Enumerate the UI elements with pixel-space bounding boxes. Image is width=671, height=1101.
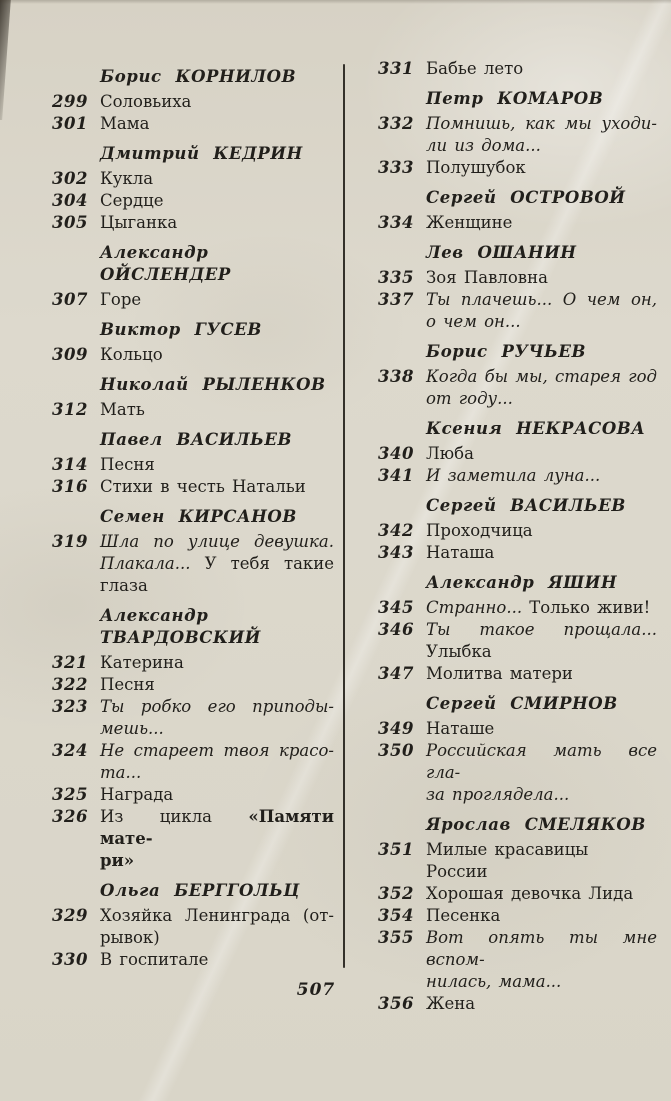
entry-title [426,663,657,685]
entry-title-line [100,762,334,784]
entry-page-number: 326 [52,807,88,826]
toc-entry [374,663,657,685]
entry-title-segment: Ты такое прощала... [426,620,657,639]
entry-title [100,674,334,696]
entry-page-number: 329 [52,906,88,925]
entry-title [426,619,657,663]
entry-title-line [426,663,657,685]
author-heading-line: Александр [100,606,209,625]
entry-page-number: 341 [378,466,414,485]
author-heading [426,814,657,836]
toc-entry [374,718,657,740]
entry-title-segment: Женщине [426,213,513,232]
entry-title [426,289,657,333]
entry-title-line [100,91,334,113]
author-heading [100,319,334,341]
entry-page-number: 331 [378,59,414,78]
entry-page-number: 332 [378,114,414,133]
entry-title-line [100,784,334,806]
entry-title-line [426,135,657,157]
entry-title [426,465,657,487]
toc-entry [374,443,657,465]
entry-page-number: 299 [52,92,88,111]
entry-title-line [426,839,657,883]
entry-title-line [100,553,334,575]
entry-title [426,157,657,179]
entry-title-segment: ри» [100,851,135,870]
toc-entry [48,652,334,674]
entry-title [100,399,334,421]
author-heading-line: Александр [100,243,209,262]
entry-title-segment: Люба [426,444,474,463]
entry-title-line [100,850,334,872]
entry-title [100,784,334,806]
toc-entry [48,113,334,135]
toc-entry [48,399,334,421]
entry-title-segment: Российская мать все гла- [426,741,657,782]
entry-title-segment: Песня [100,455,155,474]
author-heading [426,495,657,517]
entry-title-segment: Только живи! [522,598,651,617]
toc-entry [374,883,657,905]
entry-page-number: 346 [378,620,414,639]
entry-title [100,696,334,740]
toc-entry [374,366,657,410]
author-heading [100,429,334,451]
author-heading-line: Петр КОМАРОВ [426,89,604,108]
author-heading [100,66,334,88]
author-heading [426,187,657,209]
author-heading-line: Лев ОШАНИН [426,243,577,262]
entry-title-line [426,212,657,234]
author-heading-line: Дмитрий КЕДРИН [100,144,303,163]
entry-title [426,366,657,410]
entry-title-segment: Награда [100,785,174,804]
entry-page-number: 319 [52,532,88,551]
entry-page-number: 322 [52,675,88,694]
author-heading-line: Семен КИРСАНОВ [100,507,297,526]
author-heading-line: Николай РЫЛЕНКОВ [100,375,326,394]
entry-title-segment: Проходчица [426,521,533,540]
toc-entry [374,597,657,619]
entry-title [426,267,657,289]
entry-title-line [100,212,334,234]
entry-title-segment: Вот опять ты мне вспом- [426,928,657,969]
entry-title-line [426,311,657,333]
entry-title-line [100,476,334,498]
entry-page-number: 302 [52,169,88,188]
entry-page-number: 354 [378,906,414,925]
entry-title-segment: Наташа [426,543,495,562]
entry-title [426,740,657,806]
entry-title-segment: В госпитале [100,950,209,969]
toc-entry [48,784,334,806]
entry-title [100,454,334,476]
entry-title-line [426,289,657,311]
entry-title [100,212,334,234]
entry-page-number: 340 [378,444,414,463]
entry-title-segment: Плакала... [100,554,191,573]
toc-entry [48,344,334,366]
entry-title-line [100,652,334,674]
entry-title-line [426,927,657,971]
entry-page-number: 312 [52,400,88,419]
toc-entry [48,168,334,190]
entry-title-segment: Песенка [426,906,501,925]
entry-title-line [426,58,657,80]
entry-page-number: 309 [52,345,88,364]
toc-column-left [0,58,344,1015]
author-heading-line: Сергей ВАСИЛЬЕВ [426,496,626,515]
entry-title-segment: Не стареет твоя красо- [100,741,334,760]
author-heading [100,605,334,649]
entry-title-segment: Соловьиха [100,92,192,111]
entry-title-line [426,443,657,465]
author-heading [100,506,334,528]
entry-page-number: 338 [378,367,414,386]
toc-entry [48,289,334,311]
entry-title-line [426,465,657,487]
toc-entry [48,531,334,597]
entry-title [426,542,657,564]
entry-page-number: 356 [378,994,414,1013]
toc-entry [48,91,334,113]
entry-title [426,839,657,883]
entry-page-number: 301 [52,114,88,133]
entry-title [426,212,657,234]
entry-title-line [100,454,334,476]
author-heading-line: Сергей СМИРНОВ [426,694,618,713]
entry-title-line [426,388,657,410]
entry-title [426,597,657,619]
entry-page-number: 333 [378,158,414,177]
entry-title-line [100,806,334,850]
entry-title [100,344,334,366]
entry-title-segment: Помнишь, как мы уходи- [426,114,657,133]
entry-title-line [426,113,657,135]
entry-title-segment: Жена [426,994,476,1013]
entry-title-segment: Кольцо [100,345,163,364]
entry-title [100,531,334,597]
entry-title-line [100,674,334,696]
entry-title-line [100,949,334,971]
entry-title-segment: от году... [426,389,513,408]
entry-title [100,91,334,113]
entry-page-number: 355 [378,928,414,947]
toc-entry [48,454,334,476]
author-heading [426,693,657,715]
entry-page-number: 334 [378,213,414,232]
entry-title-line [100,344,334,366]
toc-entry [374,993,657,1015]
toc-entry [374,839,657,883]
author-heading-line: Ольга БЕРГГОЛЬЦ [100,881,300,900]
toc-entry [48,806,334,872]
entry-page-number: 321 [52,653,88,672]
author-heading-line: Ярослав СМЕЛЯКОВ [426,815,646,834]
entry-title [100,113,334,135]
entry-title-line [100,905,334,927]
page-number-folio: 507 [296,980,336,1000]
entry-title-line [426,740,657,784]
entry-title-line [426,883,657,905]
entry-title-segment: Хорошая девочка Лида [426,884,634,903]
entry-page-number: 316 [52,477,88,496]
toc-entry [374,212,657,234]
entry-title-segment: Катерина [100,653,184,672]
toc-entry [48,905,334,949]
entry-title-segment: Бабье лето [426,59,524,78]
toc-entry [48,476,334,498]
entry-title-line [426,971,657,993]
entry-page-number: 347 [378,664,414,683]
entry-title-segment: Полушубок [426,158,526,177]
entry-title-line [426,542,657,564]
entry-title-segment: та... [100,763,142,782]
entry-title [426,58,657,80]
entry-title-segment: Цыганка [100,213,178,232]
entry-title-line [100,718,334,740]
author-heading [426,418,657,440]
entry-title-line [100,531,334,553]
author-heading-line: Борис РУЧЬЕВ [426,342,587,361]
entry-title [100,806,334,872]
entry-title-segment: Мама [100,114,150,133]
entry-title [100,949,334,971]
author-heading [426,242,657,264]
entry-page-number: 305 [52,213,88,232]
entry-title-line [426,267,657,289]
entry-title-line [100,740,334,762]
entry-title-line [426,619,657,641]
entry-title [426,443,657,465]
entry-title-segment: У тебя такие [190,554,334,573]
entry-page-number: 324 [52,741,88,760]
entry-title-segment: глаза [100,576,148,595]
toc-entry [48,740,334,784]
toc-entry [48,190,334,212]
entry-title [426,883,657,905]
entry-page-number: 330 [52,950,88,969]
toc-entry [374,267,657,289]
entry-title-line [426,520,657,542]
author-heading-line: Александр ЯШИН [426,573,618,592]
entry-title-line [426,157,657,179]
entry-title-line [426,905,657,927]
toc-entry [48,696,334,740]
entry-title [426,520,657,542]
author-heading [100,374,334,396]
entry-title-segment: «Памяти мате- [100,807,334,848]
entry-page-number: 352 [378,884,414,903]
author-heading [426,572,657,594]
entry-title-line [100,399,334,421]
entry-title-segment: рывок) [100,928,160,947]
column-divider-rule [343,64,345,968]
entry-title-segment: Ты плачешь... О чем он, [426,290,657,309]
entry-title [426,718,657,740]
entry-title-line [100,190,334,212]
entry-title-segment: Кукла [100,169,154,188]
entry-title-segment: Песня [100,675,155,694]
entry-page-number: 335 [378,268,414,287]
entry-title-line [100,927,334,949]
entry-title-segment: Ты робко его приподы- [100,697,334,716]
entry-title-segment: Когда бы мы, старея год [426,367,657,386]
entry-page-number: 323 [52,697,88,716]
entry-title [100,168,334,190]
author-heading-line: Борис КОРНИЛОВ [100,67,297,86]
entry-title-segment: Стихи в честь Натальи [100,477,306,496]
entry-page-number: 314 [52,455,88,474]
toc-entry [48,674,334,696]
entry-title-segment: Улыбка [426,642,492,661]
entry-title [100,740,334,784]
entry-title-segment: за проглядела... [426,785,570,804]
entry-title-segment: Зоя Павловна [426,268,548,287]
toc-entry [374,289,657,333]
author-heading-line: Виктор ГУСЕВ [100,320,262,339]
entry-title [426,113,657,157]
author-heading-line: ОЙСЛЕНДЕР [100,265,231,284]
entry-title [426,993,657,1015]
entry-page-number: 304 [52,191,88,210]
author-heading [100,242,334,286]
entry-title-line [100,575,334,597]
entry-page-number: 349 [378,719,414,738]
toc-entry [374,520,657,542]
entry-title-segment: И заметила луна... [426,466,601,485]
entry-title-line [426,784,657,806]
entry-title-line [426,366,657,388]
toc-entry [374,542,657,564]
entry-title [426,927,657,993]
entry-title-line [426,641,657,663]
entry-title-line [426,597,657,619]
entry-title [100,289,334,311]
entry-title-segment: Странно... [426,598,523,617]
author-heading-line: Сергей ОСТРОВОЙ [426,188,626,207]
entry-title-segment: о чем он... [426,312,521,331]
toc-entry [374,619,657,663]
author-heading [100,880,334,902]
entry-page-number: 337 [378,290,414,309]
author-heading [426,88,657,110]
entry-title-segment: нилась, мама... [426,972,562,991]
toc-entry [374,113,657,157]
toc-entry [48,212,334,234]
entry-title-segment: Мать [100,400,145,419]
toc-entry [48,949,334,971]
entry-title-segment: Из цикла [100,807,249,826]
entry-title-segment: Горе [100,290,142,309]
entry-title-line [100,289,334,311]
toc-entry [374,927,657,993]
toc-entry [374,740,657,806]
entry-title-line [426,718,657,740]
entry-page-number: 345 [378,598,414,617]
toc-column-right [344,58,671,1015]
entry-page-number: 350 [378,741,414,760]
entry-title-segment: мешь... [100,719,164,738]
entry-page-number: 343 [378,543,414,562]
entry-title [426,905,657,927]
author-heading-line: Павел ВАСИЛЬЕВ [100,430,293,449]
author-heading-line: Ксения НЕКРАСОВА [426,419,646,438]
entry-title-segment: Наташе [426,719,495,738]
entry-title [100,190,334,212]
toc-entry [374,157,657,179]
entry-title-segment: Молитва матери [426,664,573,683]
entry-title-line [100,113,334,135]
toc-entry [374,905,657,927]
entry-page-number: 342 [378,521,414,540]
entry-title [100,652,334,674]
author-heading [100,143,334,165]
entry-title-segment: Шла по улице девушка. [100,532,334,551]
entry-title-segment: Милые красавицы России [426,840,589,881]
toc-entry [374,465,657,487]
entry-title-line [100,168,334,190]
entry-title-segment: ли из дома... [426,136,541,155]
entry-page-number: 307 [52,290,88,309]
toc-columns [0,58,671,1015]
entry-title [100,905,334,949]
toc-entry [374,58,657,80]
entry-title [100,476,334,498]
author-heading-line: ТВАРДОВСКИЙ [100,628,261,647]
author-heading [426,341,657,363]
entry-title-segment: Хозяйка Ленинграда (от- [100,906,334,925]
entry-page-number: 325 [52,785,88,804]
entry-title-segment: Сердце [100,191,164,210]
entry-title-line [426,993,657,1015]
entry-page-number: 351 [378,840,414,859]
entry-title-line [100,696,334,718]
